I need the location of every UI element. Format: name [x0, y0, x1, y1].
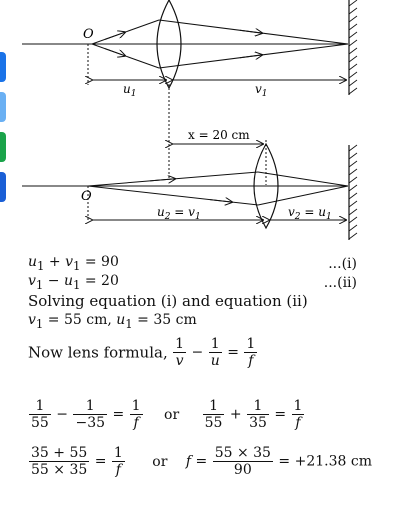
equation-1: $u_1 + v_1 = 90$	[28, 254, 119, 273]
label-v2: $v_2 = u_1$	[288, 205, 332, 222]
calc-line-1: $\frac{1}{55}$ − $\frac{1}{-35}$ = $\frac{1}{f}$ or $\frac{1}{55}$ + $\frac{1}{35}$ = $\frac{1}{f}$	[31, 398, 303, 431]
solving-text: Solving equation (i) and equation (ii)	[28, 292, 308, 310]
label-u1: $u_1$	[123, 82, 137, 99]
label-v1: $v_1$	[255, 82, 268, 99]
result-line: $v_1 = 55$ cm, $u_1 = 35$ cm	[28, 312, 197, 331]
lens-diagram	[0, 0, 417, 250]
calc-line-2: $\frac{35 + 55}{55 \times 35}$ = $\frac{1}{f}$ or f = $\frac{55 \times 35}{90}$ = +21.38 cm	[31, 445, 372, 478]
label-O-bottom: O	[81, 189, 92, 204]
label-u2: $u_2 = v_1$	[157, 205, 201, 222]
rays-bottom	[88, 172, 348, 205]
screen-hatch-top	[349, 0, 357, 94]
equation-2-number: ...(ii)	[323, 275, 357, 291]
equation-1-number: ...(i)	[328, 256, 357, 272]
equation-2: $v_1 - u_1 = 20$	[28, 273, 119, 292]
lens-formula: Now lens formula, $\frac{1}{v}$ − $\frac{1}{u}$ = $\frac{1}{f}$	[28, 336, 256, 369]
label-O-top: O	[83, 27, 94, 42]
label-x: x = 20 cm	[188, 128, 250, 142]
screen-hatch-bottom	[349, 145, 357, 239]
